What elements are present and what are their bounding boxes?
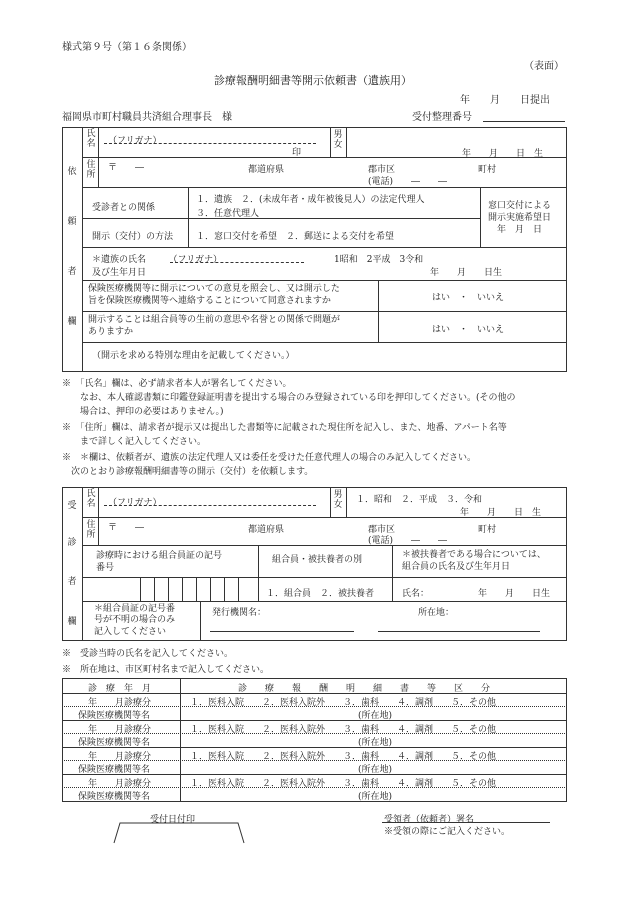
name-label: 氏 名: [86, 129, 96, 149]
patient-city: 郡市区: [368, 525, 396, 535]
stamp-frame: [112, 822, 246, 844]
city-label: 郡市区: [368, 165, 396, 175]
note-line: ※ ＊欄は、依頼者が、遺族の法定代理人又は委任を受けた任意代理人の場合のみ記入してください。: [62, 453, 477, 463]
consent-answer-1[interactable]: はい ・ いいえ: [432, 293, 505, 303]
sex-label[interactable]: 男 女: [333, 130, 343, 150]
dependent-note: ＊被扶養者である場合については、 組合員の氏名及び生年月日: [402, 550, 546, 573]
patient-side-char: 受: [67, 501, 77, 511]
claim-location-label: (所在地): [358, 738, 393, 748]
receiver-signature-line[interactable]: [382, 822, 550, 823]
seal-mark: 印: [292, 148, 302, 158]
requester-side-char: 頼: [67, 217, 77, 227]
receiver-note: ※受領の際にご記入ください。: [384, 827, 511, 837]
claim-institution-label: 保険医療機関等名: [78, 792, 151, 802]
claim-location-label: (所在地): [358, 711, 393, 721]
claim-period: 年 月診療分: [88, 698, 152, 708]
patient-phone: (電話) ― ―: [368, 536, 448, 546]
requester-birth: 年 月 日 生: [462, 149, 544, 159]
relationship-option-2[interactable]: ３．任意代理人: [196, 209, 260, 219]
furigana-label: （フリガナ）: [108, 136, 162, 146]
receipt-number-label: 受付整理番号: [412, 112, 472, 123]
patient-era-options[interactable]: １．昭和 ２．平成 ３．令和: [356, 495, 483, 505]
claim-institution-label: 保険医療機関等名: [78, 711, 151, 721]
disclosure-method-options[interactable]: １．窓口交付を希望 ２．郵送による交付を希望: [196, 232, 395, 242]
claim-period: 年 月診療分: [88, 752, 152, 762]
patient-furigana: （フリガナ）: [108, 498, 162, 508]
request-statement: 次のとおり診療報酬明細書等の開示（交付）を依頼します。: [62, 467, 314, 477]
patient-name-label: 氏 名: [86, 489, 96, 509]
claims-col-period: 診 療 年 月: [88, 684, 152, 694]
deceased-birth-date: 年 月 日生: [430, 268, 503, 278]
note-line: ※ 受診当時の氏名を記入してください。: [62, 649, 234, 659]
consent-answer-2[interactable]: はい ・ いいえ: [432, 325, 505, 335]
issuer-label: 発行機関名：: [212, 608, 267, 618]
receiver-signature-label: 受領者（依頼者）署名: [384, 815, 475, 825]
claim-period: 年 月診療分: [88, 725, 152, 735]
member-card-label: 診療時における組合員証の記号 番号: [96, 551, 223, 574]
dependent-birth: 年 月 日生: [478, 589, 551, 599]
unknown-number-note: ＊組合員証の記号番 号が不明の場合のみ 記入してください: [94, 604, 176, 637]
receipt-number-line[interactable]: [483, 121, 565, 122]
note-line: なお、本人確認書類に印鑑登録証明書を提出する場合のみ登録されている印を押印してください。(その他の: [62, 393, 516, 403]
receipt-stamp-label: 受付日付印: [150, 815, 196, 825]
issuer-location-label: 所在地：: [418, 608, 455, 618]
relationship-label: 受診者との関係: [92, 203, 156, 213]
postal-mark: 〒 ―: [108, 163, 145, 173]
claim-location-label: (所在地): [358, 765, 393, 775]
note-line: まで詳しく記入してください。: [62, 437, 207, 447]
consent-question-2: 開示することは組合員等の生前の意思や名誉との関係で問題が ありますか: [88, 315, 341, 338]
note-line: ※ 「氏名」欄は、必ず請求者本人が署名してください。: [62, 379, 292, 389]
dependent-name-label: 氏名：: [402, 589, 430, 599]
patient-side-char: 欄: [67, 617, 77, 627]
patient-side-char: 者: [67, 577, 77, 587]
claim-category-options[interactable]: １．医科入院 ２．医科入院外 ３．歯科 ４．調剤 ５．その他: [190, 779, 497, 789]
address-label: 住 所: [86, 160, 96, 180]
deceased-birth-label: 及び生年月日: [92, 268, 147, 278]
window-date-note: 窓口交付による 開示実施希望日 年 月 日: [488, 201, 552, 236]
patient-postal: 〒 ―: [108, 523, 145, 533]
submission-date: 年 月 日提出: [460, 95, 550, 106]
note-line: ※ 「住所」欄は、請求者が提示又は提出した書類等に記載された現住所を記入し、また、地番、アパート名等: [62, 423, 507, 433]
requester-side-char: 欄: [67, 317, 77, 327]
requester-phone: (電話) ― ―: [368, 177, 448, 187]
patient-prefecture: 都道府県: [248, 525, 285, 535]
town-label: 町村: [478, 165, 497, 175]
note-line: ※ 所在地は、市区町村名まで記入してください。: [62, 665, 270, 675]
addressee: 福岡県市町村職員共済組合理事長 様: [62, 112, 232, 123]
member-type-label: 組合員・被扶養者の別: [272, 555, 363, 565]
note-line: 場合は、押印の必要はありません。): [62, 407, 224, 417]
patient-address-label: 住 所: [86, 520, 96, 540]
deceased-name-label: ＊遺族の氏名 （フリガナ）: [92, 255, 223, 265]
deceased-era-options[interactable]: 1昭和 2平成 3令和: [334, 255, 424, 265]
patient-town: 町村: [478, 525, 497, 535]
member-type-options[interactable]: １．組合員 ２．被扶養者: [266, 589, 375, 599]
patient-sex[interactable]: 男 女: [333, 490, 343, 510]
claim-category-options[interactable]: １．医科入院 ２．医科入院外 ３．歯科 ４．調剤 ５．その他: [190, 752, 497, 762]
claim-institution-label: 保険医療機関等名: [78, 738, 151, 748]
claim-location-label: (所在地): [358, 792, 393, 802]
relationship-option-1[interactable]: １．遺族 ２．(未成年者・成年被後見人）の法定代理人: [196, 195, 425, 205]
patient-side-char: 診: [67, 538, 77, 548]
patient-birth: 年 月 日 生: [460, 508, 542, 518]
requester-side-char: 者: [67, 267, 77, 277]
claim-institution-label: 保険医療機関等名: [78, 765, 151, 775]
claim-category-options[interactable]: １．医科入院 ２．医科入院外 ３．歯科 ４．調剤 ５．その他: [190, 698, 497, 708]
special-reason-label[interactable]: （開示を求める特別な理由を記載してください。）: [92, 351, 295, 361]
claim-category-options[interactable]: １．医科入院 ２．医科入院外 ３．歯科 ４．調剤 ５．その他: [190, 725, 497, 735]
disclosure-method-label: 開示（交付）の方法: [92, 232, 174, 242]
claim-period: 年 月診療分: [88, 779, 152, 789]
requester-side-char: 依: [67, 167, 77, 177]
claims-col-category: 診 療 報 酬 明 細 書 等 区 分: [238, 684, 491, 694]
consent-question-1: 保険医療機関等に開示についての意見を照会し、又は開示した 旨を保険医療機関等へ連絡することについて同意されますか: [88, 284, 340, 307]
page-title: 診療報酬明細書等開示依頼書（遺族用）: [214, 74, 412, 87]
front-side-label: （表面）: [524, 61, 564, 72]
form-number: 様式第９号（第１６条関係）: [62, 42, 192, 53]
prefecture-label: 都道府県: [248, 165, 285, 175]
